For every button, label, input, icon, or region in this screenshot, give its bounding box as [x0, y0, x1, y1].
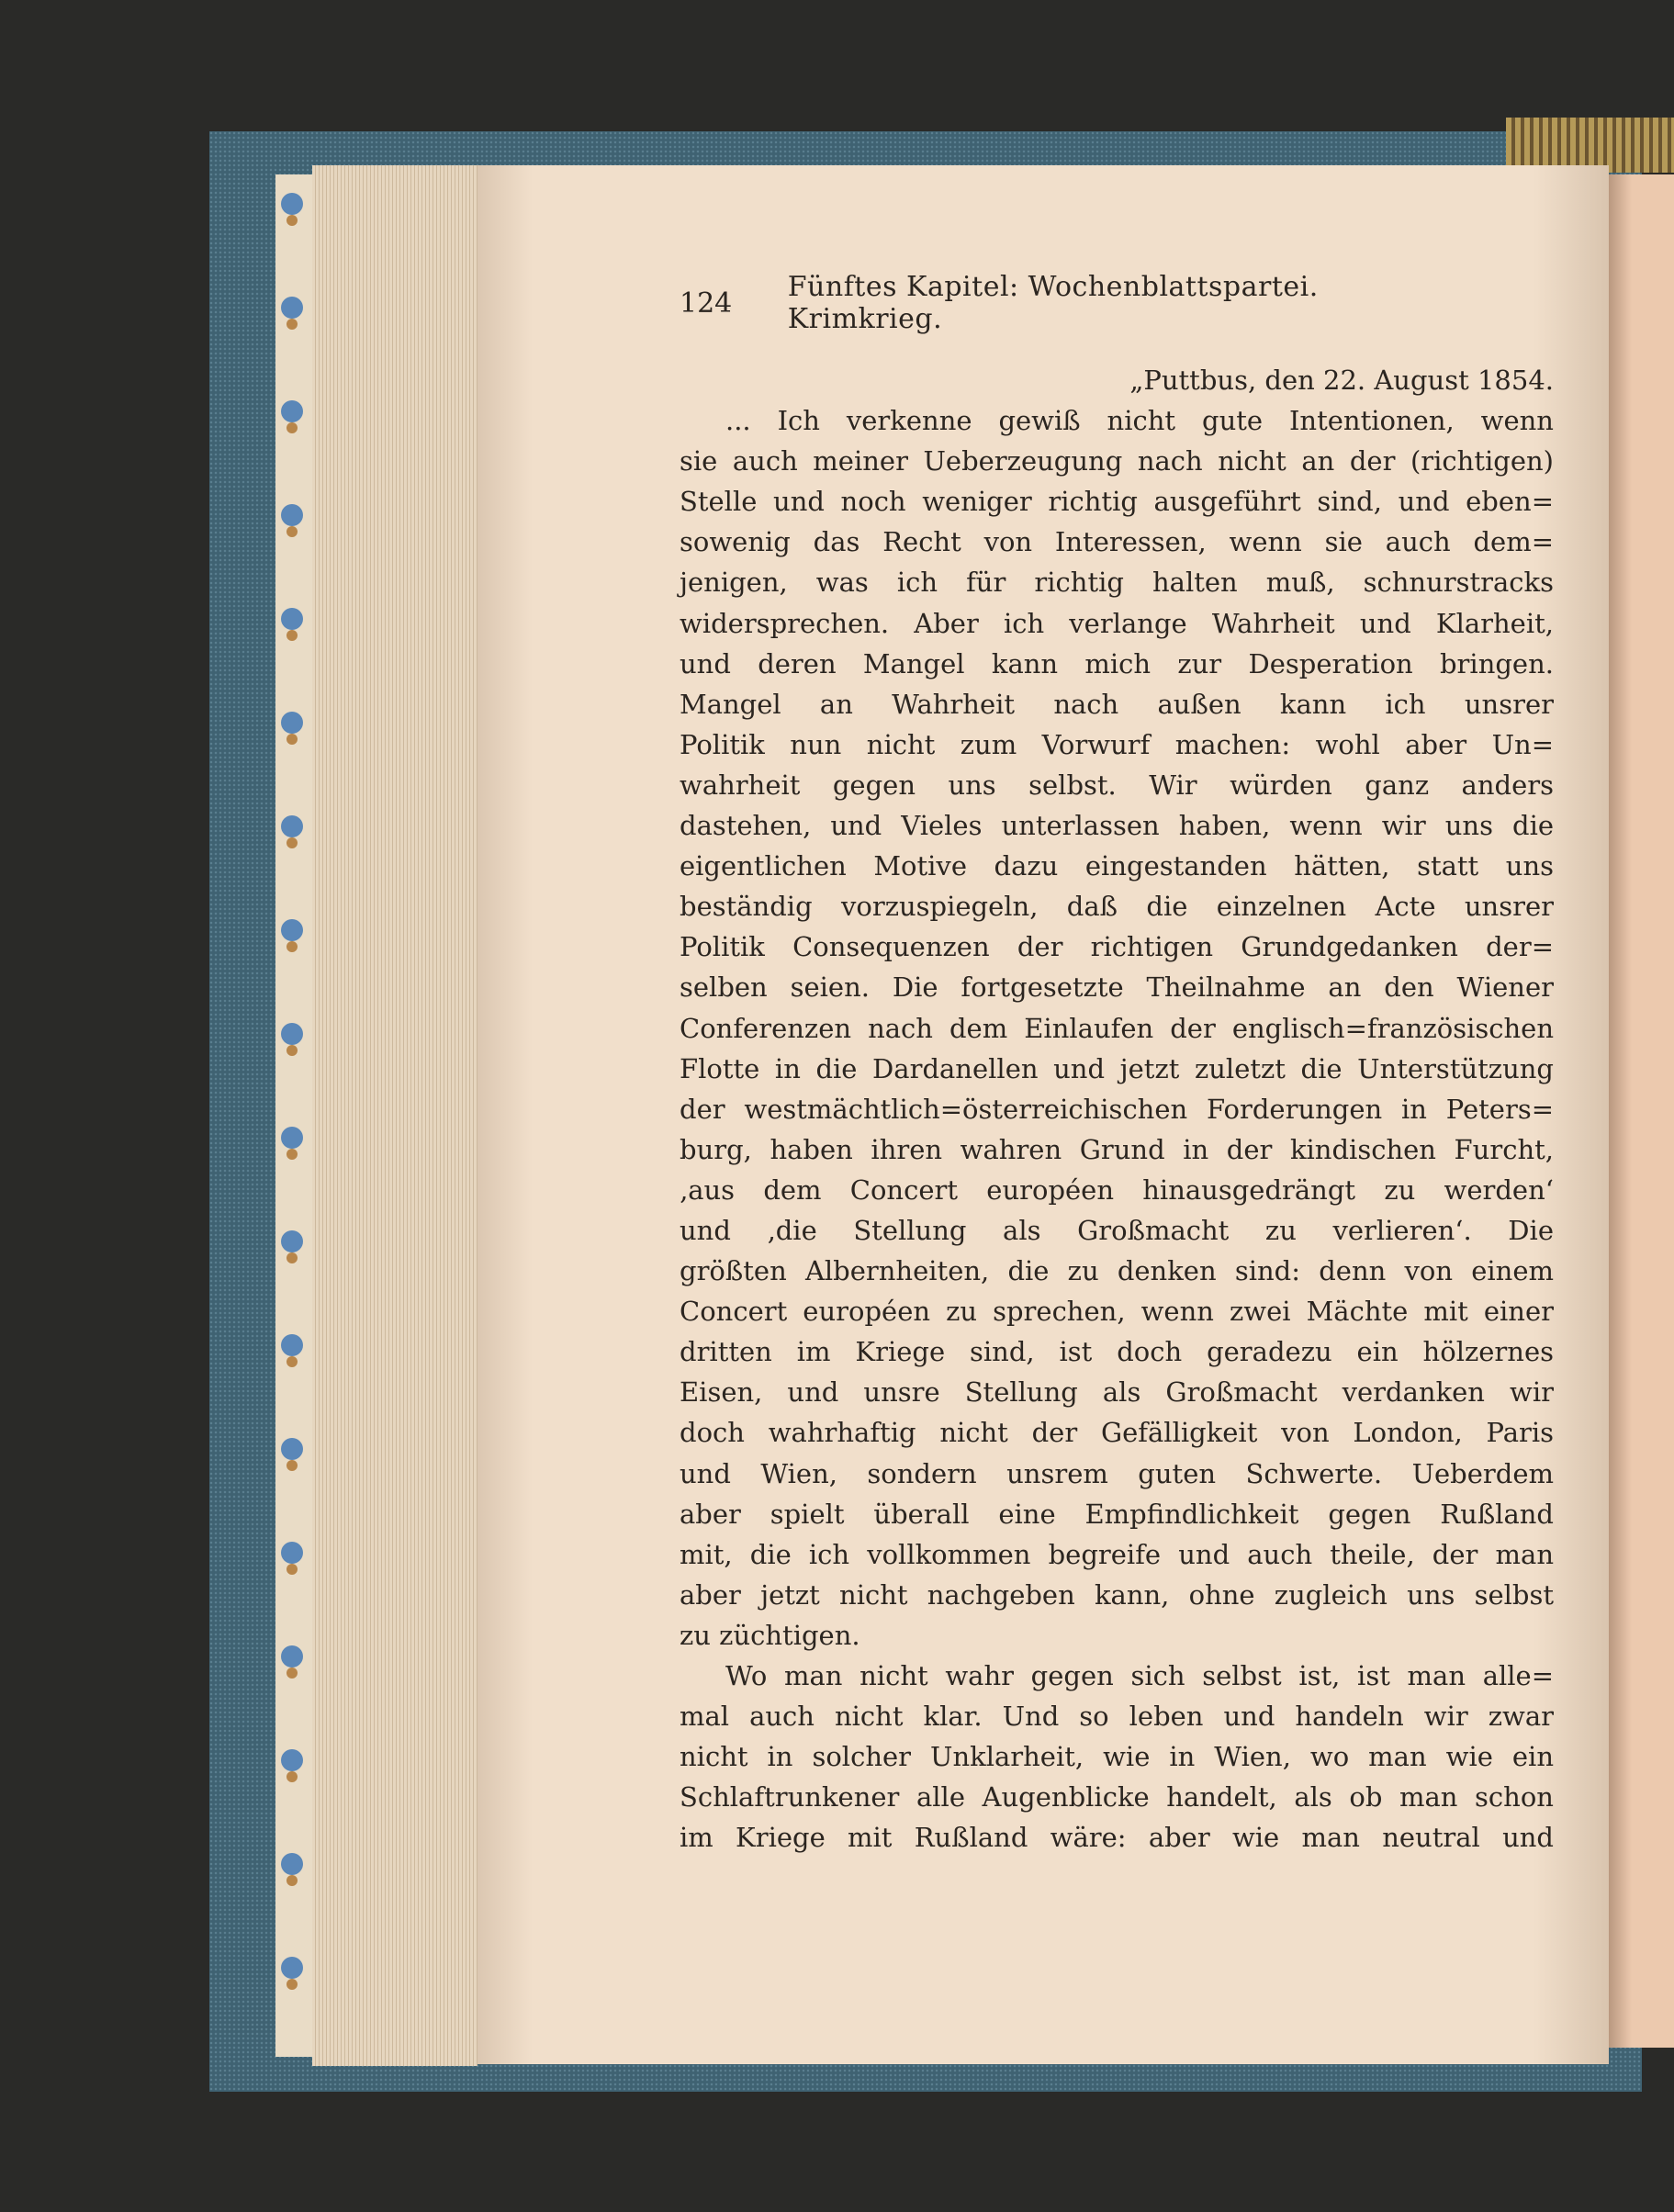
- text-line: zu züchtigen.: [680, 1619, 860, 1651]
- floral-pattern-icon: [281, 1023, 303, 1045]
- floral-pattern-icon: [281, 1645, 303, 1667]
- text-line: der westmächtlich=österreichischen Forderungen in Peters=: [680, 1093, 1554, 1125]
- text-line: und deren Mangel kann mich zur Desperation bringen.: [680, 647, 1554, 679]
- text-line: Concert européen zu sprechen, wenn zwei Mächte mit einer: [680, 1296, 1554, 1328]
- floral-pattern-icon: [281, 608, 303, 630]
- text-line: und Wien, sondern unsrem guten Schwerte. Ueberdem: [680, 1457, 1554, 1489]
- text-line: burg, haben ihren wahren Grund in der kindischen Furcht,: [680, 1133, 1554, 1165]
- floral-pattern-icon: [281, 815, 303, 837]
- text-line: mal auch nicht klar. Und so leben und handeln wir zwar: [680, 1701, 1554, 1733]
- text-line: doch wahrhaftig nicht der Gefälligkeit von London, Paris: [680, 1417, 1554, 1449]
- text-line: Flotte in die Dardanellen und jetzt zuletzt die Unterstützung: [680, 1052, 1554, 1084]
- text-line: Conferenzen nach dem Einlaufen der englisch=französischen: [680, 1012, 1554, 1044]
- running-header: [680, 271, 1469, 335]
- decorative-endpaper: [275, 174, 314, 2057]
- text-line: aber jetzt nicht nachgeben kann, ohne zugleich uns selbst: [680, 1578, 1554, 1611]
- text-line: ... Ich verkenne gewiß nicht gute Intentionen, wenn: [725, 405, 1554, 437]
- text-line: Politik Consequenzen der richtigen Grundgedanken der=: [680, 931, 1554, 963]
- floral-pattern-icon: [281, 504, 303, 526]
- floral-pattern-icon: [281, 712, 303, 734]
- book-headband: [1506, 118, 1674, 173]
- text-line: beständig vorzuspiegeln, daß die einzelnen Acte unsrer: [680, 891, 1554, 923]
- text-line: Politik nun nicht zum Vorwurf machen: wohl aber Un=: [680, 728, 1554, 760]
- text-line: sowenig das Recht von Interessen, wenn sie auch dem=: [680, 526, 1554, 558]
- text-line: Mangel an Wahrheit nach außen kann ich unsrer: [680, 688, 1554, 720]
- text-line: aber spielt überall eine Empfindlichkeit gegen Rußland: [680, 1498, 1554, 1530]
- text-line: Eisen, und unsre Stellung als Großmacht verdanken wir: [680, 1376, 1554, 1409]
- text-line: dastehen, und Vieles unterlassen haben, wenn wir uns die: [680, 810, 1554, 842]
- floral-pattern-icon: [281, 1438, 303, 1460]
- text-line: Schlaftrunkener alle Augenblicke handelt, als ob man schon: [680, 1781, 1554, 1813]
- text-line: sie auch meiner Ueberzeugung nach nicht an der (richtigen): [680, 445, 1554, 477]
- floral-pattern-icon: [281, 1749, 303, 1771]
- text-line: jenigen, was ich für richtig halten muß, schnurstracks: [680, 567, 1554, 599]
- text-line: eigentlichen Motive dazu eingestanden hätten, statt uns: [680, 850, 1554, 882]
- text-line: selben seien. Die fortgesetzte Theilnahme an den Wiener: [680, 971, 1554, 1004]
- floral-pattern-icon: [281, 1853, 303, 1875]
- text-line: Stelle und noch weniger richtig ausgeführt sind, und eben=: [680, 486, 1554, 518]
- floral-pattern-icon: [281, 1957, 303, 1979]
- running-title: Fünftes Kapitel: Wochenblattspartei. Krimkrieg.: [787, 271, 1319, 335]
- text-line: wahrheit gegen uns selbst. Wir würden ganz anders: [680, 769, 1554, 801]
- text-line: im Kriege mit Rußland wäre: aber wie man neutral und: [680, 1822, 1554, 1854]
- text-line: Wo man nicht wahr gegen sich selbst ist, ist man alle=: [725, 1660, 1554, 1691]
- floral-pattern-icon: [281, 1334, 303, 1356]
- floral-pattern-icon: [281, 193, 303, 215]
- floral-pattern-icon: [281, 400, 303, 422]
- text-line: größten Albernheiten, die zu denken sind: denn von einem: [680, 1255, 1554, 1287]
- floral-pattern-icon: [281, 1542, 303, 1564]
- text-line: und ‚die Stellung als Großmacht zu verlieren‘. Die: [680, 1214, 1554, 1246]
- page-edges: [312, 165, 477, 2066]
- floral-pattern-icon: [281, 297, 303, 319]
- floral-pattern-icon: [281, 919, 303, 941]
- letter-dateline: „Puttbus, den 22. August 1854.: [1129, 365, 1554, 396]
- text-line: nicht in solcher Unklarheit, wie in Wien, wo man wie ein: [680, 1741, 1554, 1773]
- facing-page-edge: [1609, 174, 1674, 2048]
- text-line: widersprechen. Aber ich verlange Wahrheit und Klarheit,: [680, 607, 1554, 639]
- text-line: ‚aus dem Concert européen hinausgedrängt zu werden‘: [680, 1173, 1554, 1206]
- text-line: mit, die ich vollkommen begreife und auch theile, der man: [680, 1538, 1554, 1570]
- floral-pattern-icon: [281, 1230, 303, 1252]
- page-number: 124: [680, 286, 733, 320]
- text-line: dritten im Kriege sind, ist doch geradezu ein hölzernes: [680, 1336, 1554, 1368]
- body-text: [680, 360, 1554, 1858]
- floral-pattern-icon: [281, 1127, 303, 1149]
